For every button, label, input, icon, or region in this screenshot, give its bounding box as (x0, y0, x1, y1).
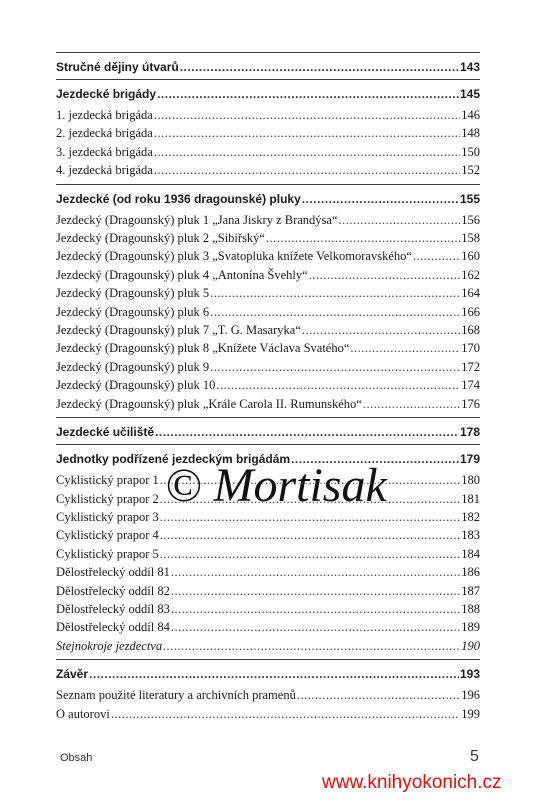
toc-entry-title: O autorovi (56, 706, 110, 721)
toc-entry-title: Jezdecký (Dragounský) pluk 2 „Sibiřský“ (56, 231, 265, 246)
toc-entry-page: 180 (461, 473, 480, 488)
toc-section-page: 179 (459, 452, 480, 467)
toc-section-heading[interactable] (56, 53, 480, 79)
toc-section-page: 178 (459, 425, 480, 440)
toc-leader-dots (154, 124, 460, 142)
toc-entry-page: 170 (461, 341, 480, 356)
page-number: 5 (470, 748, 479, 765)
toc-entry[interactable] (56, 545, 480, 563)
toc-entry-title: 1. jezdecká brigáda (56, 108, 153, 122)
toc-entry[interactable] (56, 211, 480, 229)
toc-entry-title: 3. jezdecká brigáda (56, 144, 153, 159)
footer-label: Obsah (60, 752, 93, 764)
toc-entry-page: 166 (461, 304, 480, 319)
toc-section (56, 659, 480, 727)
toc-entry[interactable] (56, 161, 480, 179)
toc-entry-title: Jezdecký (Dragounský) pluk 1 „Jana Jiskry z Brandýsa“ (56, 212, 338, 227)
toc-entry[interactable] (56, 321, 480, 339)
toc-entry-page: 187 (461, 583, 480, 598)
toc-entry-title: 4. jezdecká brigáda (56, 163, 153, 178)
toc-entry-title: Cyklistický prapor 2 (56, 491, 159, 506)
toc-entry-page: 156 (461, 212, 480, 227)
toc-section-title: Jednotky podřízené jezdeckým brigádám (56, 452, 291, 467)
toc-entry[interactable] (56, 582, 480, 600)
toc-entry-page: 181 (461, 491, 480, 506)
toc-section-page: 145 (459, 87, 480, 101)
toc-leader-dots (339, 211, 461, 229)
toc-section-heading[interactable] (56, 660, 480, 686)
toc-entry-title: Cyklistický prapor 5 (56, 546, 159, 561)
toc-entry-title: Jezdecký (Dragounský) pluk 10 (56, 378, 216, 393)
toc-entry[interactable] (56, 106, 480, 124)
toc-entry-page: 152 (461, 163, 480, 178)
toc-leader-dots (157, 84, 459, 104)
toc-leader-dots (302, 321, 460, 339)
toc-entry[interactable] (56, 600, 480, 618)
toc-section-page: 155 (459, 191, 480, 206)
toc-entry-title: Dělostřelecký oddíl 81 (56, 565, 170, 580)
toc-entry-page: 176 (461, 396, 480, 411)
toc-entry-list (56, 106, 480, 184)
toc-entry[interactable] (56, 339, 480, 357)
toc-entry[interactable] (56, 563, 480, 581)
toc-entry-page: 148 (461, 126, 480, 141)
toc-entry-page: 189 (461, 620, 480, 635)
toc-section (56, 417, 480, 444)
toc-entry-title: Seznam použité literatury a archivních pramenů (56, 688, 296, 703)
toc-section-title: Jezdecké (od roku 1936 dragounské) pluky (56, 191, 301, 206)
toc-leader-dots (266, 229, 460, 247)
toc-entry[interactable] (56, 229, 480, 247)
toc-section-title: Jezdecké učiliště (56, 425, 155, 440)
toc-entry[interactable] (56, 358, 480, 376)
toc-entry-title: Jezdecký (Dragounský) pluk 5 (56, 286, 210, 301)
toc-section-title: Stručné dějiny útvarů (56, 60, 179, 74)
toc-entry-title: Dělostřelecký oddíl 82 (56, 583, 170, 598)
toc-entry-title: Jezdecký (Dragounský) pluk „Krále Carola II. Rumunského“ (56, 396, 362, 411)
watermark: © Mortisak (165, 459, 387, 512)
toc-section-heading[interactable] (56, 418, 480, 444)
toc-entry-title: Cyklistický prapor 4 (56, 528, 159, 543)
toc-entry-page: 188 (461, 601, 480, 616)
toc-entry[interactable] (56, 705, 480, 723)
toc-entry-page: 158 (461, 231, 480, 246)
table-of-contents (56, 52, 480, 727)
toc-entry-page: 146 (461, 108, 480, 122)
toc-section-heading[interactable] (56, 185, 480, 211)
toc-entry-page: 183 (461, 528, 480, 543)
toc-entry-title: Jezdecký (Dragounský) pluk 3 „Svatopluka knížete Velkomoravského“ (56, 249, 412, 264)
toc-entry-page: 196 (461, 688, 480, 703)
toc-entry-list (56, 211, 480, 417)
toc-leader-dots (154, 106, 460, 124)
toc-entry[interactable] (56, 686, 480, 704)
toc-leader-dots (297, 686, 460, 704)
toc-entry-title: Cyklistický prapor 1 (56, 473, 159, 488)
toc-leader-dots (309, 266, 461, 284)
toc-leader-dots (350, 339, 460, 357)
toc-entry-page: 150 (461, 144, 480, 159)
toc-entry[interactable] (56, 124, 480, 142)
toc-entry-page: 186 (461, 565, 480, 580)
toc-section-title: Jezdecké brigády (56, 87, 157, 101)
toc-entry[interactable] (56, 618, 480, 636)
toc-leader-dots (171, 618, 460, 636)
toc-entry-page: 164 (461, 286, 480, 301)
toc-section-page: 193 (459, 667, 480, 682)
toc-entry-page: 174 (461, 378, 480, 393)
toc-entry[interactable] (56, 303, 480, 321)
toc-leader-dots (89, 664, 459, 684)
toc-entry-title: Jezdecký (Dragounský) pluk 6 (56, 304, 210, 319)
toc-leader-dots (160, 526, 460, 544)
toc-leader-dots (171, 563, 460, 581)
toc-entry[interactable] (56, 284, 480, 302)
toc-leader-dots (111, 705, 460, 723)
toc-leader-dots (154, 161, 460, 179)
toc-leader-dots (180, 57, 459, 77)
toc-entry-page: 160 (461, 249, 480, 264)
toc-entry-page: 199 (461, 706, 480, 721)
toc-leader-dots (363, 395, 460, 413)
toc-entry-title: Jezdecký (Dragounský) pluk 9 (56, 359, 210, 374)
toc-entry-page: 184 (461, 546, 480, 561)
toc-section (56, 184, 480, 417)
toc-section-heading[interactable] (56, 80, 480, 106)
toc-entry-page: 182 (461, 509, 480, 524)
toc-entry[interactable] (56, 637, 480, 655)
toc-entry-page: 190 (461, 638, 480, 653)
toc-leader-dots (154, 143, 460, 161)
toc-entry-title: Stejnokroje jezdectva (56, 638, 163, 653)
toc-leader-dots (210, 284, 460, 302)
website-link[interactable]: www.knihyokonich.cz (322, 772, 502, 793)
toc-section (56, 52, 480, 79)
toc-entry-title: Dělostřelecký oddíl 83 (56, 601, 170, 616)
toc-entry-title: 2. jezdecká brigáda (56, 126, 153, 141)
toc-entry-title: Dělostřelecký oddíl 84 (56, 620, 170, 635)
toc-leader-dots (413, 247, 460, 265)
toc-leader-dots (163, 637, 460, 655)
toc-entry-page: 162 (461, 267, 480, 282)
toc-entry-title: Cyklistický prapor 3 (56, 509, 159, 524)
toc-entry[interactable] (56, 266, 480, 284)
toc-entry-title: Jezdecký (Dragounský) pluk 8 „Knížete Václava Svatého“ (56, 341, 350, 356)
toc-entry-page: 172 (461, 359, 480, 374)
toc-leader-dots (160, 545, 460, 563)
toc-leader-dots (216, 376, 460, 394)
toc-section (56, 79, 480, 184)
toc-entry[interactable] (56, 395, 480, 413)
toc-entry[interactable] (56, 376, 480, 394)
toc-leader-dots (171, 582, 460, 600)
toc-entry[interactable] (56, 143, 480, 161)
toc-entry-title: Jezdecký (Dragounský) pluk 7 „T. G. Masaryka“ (56, 323, 301, 338)
toc-entry[interactable] (56, 247, 480, 265)
toc-section-page: 143 (459, 60, 480, 74)
toc-leader-dots (171, 600, 460, 618)
toc-entry[interactable] (56, 526, 480, 544)
toc-entry-title: Jezdecký (Dragounský) pluk 4 „Antonína Švehly“ (56, 267, 308, 282)
toc-entry-page: 168 (461, 323, 480, 338)
toc-leader-dots (210, 358, 460, 376)
toc-leader-dots (210, 303, 460, 321)
toc-leader-dots (155, 422, 459, 442)
toc-leader-dots (302, 189, 459, 209)
toc-entry-list (56, 686, 480, 727)
toc-section-title: Závěr (56, 667, 89, 682)
